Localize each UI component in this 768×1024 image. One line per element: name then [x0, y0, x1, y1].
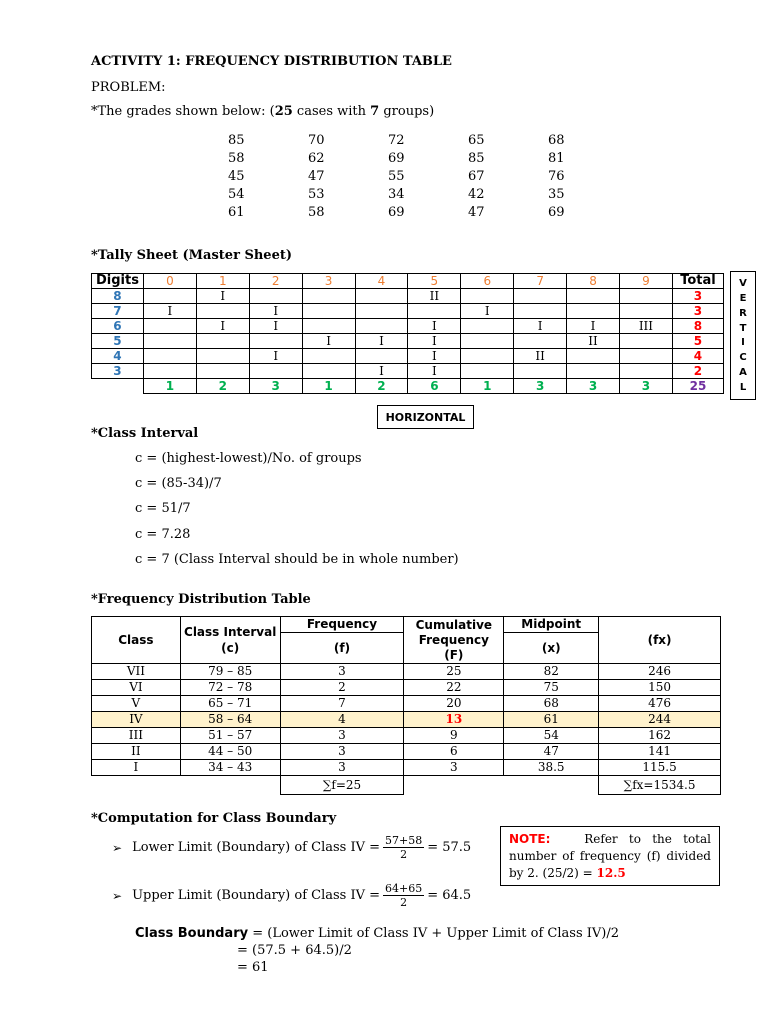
tally-digit-header: 8: [567, 274, 620, 289]
tally-mark: [249, 364, 302, 379]
tally-mark: [355, 319, 408, 334]
fdt-cell-fx: 244: [599, 712, 721, 728]
lower-fraction: $\frac{57+58}{2}$: [385, 834, 423, 861]
grade-value: 69: [388, 205, 405, 221]
fdt-row: [92, 712, 721, 728]
grade-value: 61: [228, 205, 245, 221]
problem-text: *The grades shown below: (25 cases with 7 groups): [91, 104, 435, 119]
grade-value: 58: [228, 150, 245, 166]
fdt-sum-row: [92, 776, 721, 795]
tally-mark: [619, 289, 672, 304]
arrow-bullet-icon: ➢: [112, 888, 123, 903]
fdt-cell-f: 3: [280, 760, 404, 776]
tally-grand-total: 25: [672, 379, 723, 394]
fdt-cell-interval: 79 – 85: [180, 664, 280, 680]
fdt-cell-fx: 476: [599, 696, 721, 712]
fdt-cell-f: 13: [404, 712, 504, 728]
fdt-cell-interval: 65 – 71: [180, 696, 280, 712]
grade-value: 85: [228, 132, 245, 148]
horizontal-label: HORIZONTAL: [377, 405, 474, 429]
tally-digit-header: 7: [514, 274, 567, 289]
fdt-cell-f: 22: [404, 680, 504, 696]
fdt-cell-f: 3: [280, 728, 404, 744]
tally-mark: [461, 334, 514, 349]
tally-column-total: 6: [408, 379, 461, 394]
tally-digit-header: 1: [196, 274, 249, 289]
vertical-letter: E: [739, 292, 747, 304]
tally-mark: II: [567, 334, 620, 349]
fdt-cell-f: 25: [404, 664, 504, 680]
tally-mark: I: [249, 349, 302, 364]
header-class: Class: [92, 617, 181, 664]
class-boundary-line-3: = 61: [237, 960, 269, 975]
header-frequency: Frequency: [280, 617, 404, 633]
tally-mark: [302, 304, 355, 319]
tally-mark: I: [514, 319, 567, 334]
tally-mark: [302, 289, 355, 304]
fdt-cell-class: VII: [92, 664, 181, 680]
tally-heading: *Tally Sheet (Master Sheet): [91, 248, 292, 263]
grades-row: [228, 149, 628, 167]
grades-row: [228, 131, 628, 149]
tally-digit-header: 3: [302, 274, 355, 289]
fdt-cell-class: I: [92, 760, 181, 776]
fdt-cell-f: 3: [404, 760, 504, 776]
tally-row: [92, 364, 724, 379]
tally-mark: [461, 289, 514, 304]
tally-mark: [619, 304, 672, 319]
tally-mark: I: [408, 334, 461, 349]
vertical-letter: A: [739, 367, 747, 379]
tally-mark: I: [196, 289, 249, 304]
tally-mark: [196, 334, 249, 349]
grade-value: 85: [468, 150, 485, 166]
class-boundary-formula: Class Boundary = (Lower Limit of Class IV + Upper Limit of Class IV)/2: [135, 926, 619, 941]
fdt-cell-x: 47: [504, 744, 599, 760]
fdt-cell-f: 9: [404, 728, 504, 744]
tally-mark: [196, 364, 249, 379]
grade-value: 47: [308, 168, 325, 184]
tally-row-total: 8: [672, 319, 723, 334]
tally-mark: I: [302, 334, 355, 349]
tally-mark: [143, 289, 196, 304]
tally-mark: I: [355, 334, 408, 349]
fdt-header-row: [92, 617, 721, 633]
fdt-cell-x: 54: [504, 728, 599, 744]
fdt-cell-f: 3: [280, 744, 404, 760]
fdt-row: [92, 664, 721, 680]
vertical-letter: I: [741, 337, 745, 349]
tally-mark: [143, 349, 196, 364]
note-box: NOTE: Refer to the total number of frequency (f) divided by 2. (25/2) = 12.5: [500, 826, 720, 886]
fdt-cell-x: 61: [504, 712, 599, 728]
frequency-distribution-table: [91, 616, 721, 795]
fdt-cell-x: 38.5: [504, 760, 599, 776]
arrow-bullet-icon: ➢: [112, 840, 123, 855]
fdt-row: [92, 744, 721, 760]
tally-mark: I: [143, 304, 196, 319]
grade-value: 58: [308, 205, 325, 221]
ci-line-1: c = (highest-lowest)/No. of groups: [135, 451, 362, 466]
fdt-cell-interval: 34 – 43: [180, 760, 280, 776]
tally-digit-header: 6: [461, 274, 514, 289]
tally-mark: [355, 304, 408, 319]
grade-value: 45: [228, 168, 245, 184]
tally-mark: [567, 304, 620, 319]
fdt-cell-f: 2: [280, 680, 404, 696]
tally-mark: [249, 334, 302, 349]
fdt-cell-f: 4: [280, 712, 404, 728]
tally-mark: [567, 289, 620, 304]
header-frequency-sym: (f): [280, 633, 404, 664]
fdt-cell-class: VI: [92, 680, 181, 696]
fdt-cell-class: II: [92, 744, 181, 760]
tally-tens-digit: 5: [92, 334, 144, 349]
sum-f: ∑f=25: [280, 776, 404, 795]
vertical-letter: C: [739, 352, 747, 364]
tally-mark: III: [619, 319, 672, 334]
tally-mark: [619, 364, 672, 379]
tally-digit-header: 2: [249, 274, 302, 289]
fdt-cell-fx: 141: [599, 744, 721, 760]
tally-mark: II: [514, 349, 567, 364]
fdt-cell-class: III: [92, 728, 181, 744]
tally-digit-header: 4: [355, 274, 408, 289]
tally-row: [92, 289, 724, 304]
fdt-cell-class: IV: [92, 712, 181, 728]
fdt-cell-f: 7: [280, 696, 404, 712]
vertical-letter: R: [739, 307, 747, 319]
tally-mark: II: [408, 289, 461, 304]
fdt-cell-class: V: [92, 696, 181, 712]
fdt-cell-f: 6: [404, 744, 504, 760]
tally-mark: [567, 364, 620, 379]
tally-tens-digit: 8: [92, 289, 144, 304]
fdt-heading: *Frequency Distribution Table: [91, 592, 311, 607]
fdt-cell-fx: 162: [599, 728, 721, 744]
tally-mark: [249, 289, 302, 304]
upper-limit-line: ➢ Upper Limit (Boundary) of Class IV = $\frac{64+65}{2}$ = 64.5: [112, 882, 472, 909]
vertical-label: [730, 271, 756, 400]
grade-value: 34: [388, 187, 405, 203]
tally-total-header: Total: [672, 274, 723, 289]
header-cumulative: Cumulative Frequency (F): [404, 617, 504, 664]
tally-mark: [461, 364, 514, 379]
tally-column-totals-row: [92, 379, 724, 394]
vertical-letter: T: [739, 322, 747, 334]
grades-grid: [228, 131, 628, 222]
fdt-cell-f: 20: [404, 696, 504, 712]
tally-mark: [196, 349, 249, 364]
tally-mark: [196, 304, 249, 319]
ci-line-3: c = 51/7: [135, 501, 191, 516]
grade-value: 54: [228, 187, 245, 203]
fdt-cell-x: 82: [504, 664, 599, 680]
tally-mark: [355, 289, 408, 304]
grade-value: 69: [548, 205, 565, 221]
tally-row-total: 3: [672, 289, 723, 304]
fdt-cell-interval: 72 – 78: [180, 680, 280, 696]
grade-value: 42: [468, 187, 485, 203]
grade-value: 72: [388, 132, 405, 148]
tally-row: [92, 334, 724, 349]
tally-header-row: [92, 274, 724, 289]
lower-limit-line: ➢ Lower Limit (Boundary) of Class IV = $\frac{57+58}{2}$ = 57.5: [112, 834, 472, 861]
tally-column-total: 1: [461, 379, 514, 394]
tally-mark: [302, 319, 355, 334]
tally-mark: [514, 304, 567, 319]
tally-mark: [355, 349, 408, 364]
tally-mark: I: [408, 364, 461, 379]
tally-digit-header: 5: [408, 274, 461, 289]
tally-row-total: 5: [672, 334, 723, 349]
tally-row: [92, 319, 724, 334]
header-midpoint-sym: (x): [504, 633, 599, 664]
tally-column-total: 2: [196, 379, 249, 394]
fdt-cell-f: 3: [280, 664, 404, 680]
problem-label: PROBLEM:: [91, 80, 166, 95]
fdt-cell-fx: 115.5: [599, 760, 721, 776]
tally-mark: [514, 334, 567, 349]
page-title: ACTIVITY 1: FREQUENCY DISTRIBUTION TABLE: [91, 54, 452, 69]
header-interval: Class Interval (c): [180, 617, 280, 664]
tally-mark: [619, 334, 672, 349]
fdt-cell-interval: 58 – 64: [180, 712, 280, 728]
fdt-row: [92, 680, 721, 696]
tally-mark: [567, 349, 620, 364]
tally-mark: [461, 349, 514, 364]
fdt-cell-x: 68: [504, 696, 599, 712]
tally-column-total: 1: [302, 379, 355, 394]
tally-row: [92, 304, 724, 319]
tally-column-total: 3: [249, 379, 302, 394]
tally-mark: I: [567, 319, 620, 334]
tally-row-total: 2: [672, 364, 723, 379]
fdt-cell-interval: 51 – 57: [180, 728, 280, 744]
grade-value: 62: [308, 150, 325, 166]
tally-row: [92, 349, 724, 364]
tally-row-total: 4: [672, 349, 723, 364]
tally-mark: [143, 334, 196, 349]
tally-mark: I: [249, 304, 302, 319]
tally-digit-header: 9: [619, 274, 672, 289]
tally-mark: [302, 349, 355, 364]
tally-table: [91, 273, 724, 394]
sum-fx: ∑fx=1534.5: [599, 776, 721, 795]
vertical-letter: V: [739, 277, 747, 289]
grade-value: 81: [548, 150, 565, 166]
tally-mark: [514, 289, 567, 304]
tally-mark: I: [196, 319, 249, 334]
grades-row: [228, 204, 628, 222]
tally-digit-header: 0: [143, 274, 196, 289]
tally-mark: [514, 364, 567, 379]
tally-column-total: 3: [514, 379, 567, 394]
tally-tens-digit: 3: [92, 364, 144, 379]
tally-corner: Digits: [92, 274, 144, 289]
tally-mark: I: [408, 319, 461, 334]
boundary-heading: *Computation for Class Boundary: [91, 811, 337, 826]
tally-mark: I: [408, 349, 461, 364]
grade-value: 55: [388, 168, 405, 184]
tally-tens-digit: 4: [92, 349, 144, 364]
grade-value: 65: [468, 132, 485, 148]
tally-mark: [408, 304, 461, 319]
tally-column-total: 3: [619, 379, 672, 394]
vertical-letter: L: [739, 382, 747, 394]
header-midpoint: Midpoint: [504, 617, 599, 633]
grade-value: 67: [468, 168, 485, 184]
tally-tens-digit: 6: [92, 319, 144, 334]
fdt-row: [92, 696, 721, 712]
ci-line-2: c = (85-34)/7: [135, 476, 222, 491]
grade-value: 35: [548, 187, 565, 203]
tally-mark: I: [355, 364, 408, 379]
ci-line-4: c = 7.28: [135, 527, 191, 542]
grade-value: 68: [548, 132, 565, 148]
header-fx: (fx): [599, 617, 721, 664]
fdt-row: [92, 728, 721, 744]
grades-row: [228, 186, 628, 204]
tally-row-total: 3: [672, 304, 723, 319]
grade-value: 53: [308, 187, 325, 203]
grade-value: 47: [468, 205, 485, 221]
fdt-row: [92, 760, 721, 776]
fdt-cell-interval: 44 – 50: [180, 744, 280, 760]
tally-mark: [143, 319, 196, 334]
tally-column-total: 2: [355, 379, 408, 394]
tally-mark: [619, 349, 672, 364]
grade-value: 70: [308, 132, 325, 148]
tally-mark: [461, 319, 514, 334]
grade-value: 69: [388, 150, 405, 166]
grade-value: 76: [548, 168, 565, 184]
upper-fraction: $\frac{64+65}{2}$: [385, 882, 423, 909]
fdt-cell-fx: 246: [599, 664, 721, 680]
tally-mark: [302, 364, 355, 379]
tally-tens-digit: 7: [92, 304, 144, 319]
ci-line-5: c = 7 (Class Interval should be in whole number): [135, 552, 459, 567]
tally-column-total: 3: [567, 379, 620, 394]
tally-mark: [143, 364, 196, 379]
class-interval-heading: *Class Interval: [91, 426, 199, 441]
tally-mark: I: [461, 304, 514, 319]
tally-column-total: 1: [143, 379, 196, 394]
class-boundary-line-2: = (57.5 + 64.5)/2: [237, 943, 352, 958]
fdt-cell-x: 75: [504, 680, 599, 696]
tally-mark: I: [249, 319, 302, 334]
grades-row: [228, 167, 628, 185]
fdt-cell-fx: 150: [599, 680, 721, 696]
